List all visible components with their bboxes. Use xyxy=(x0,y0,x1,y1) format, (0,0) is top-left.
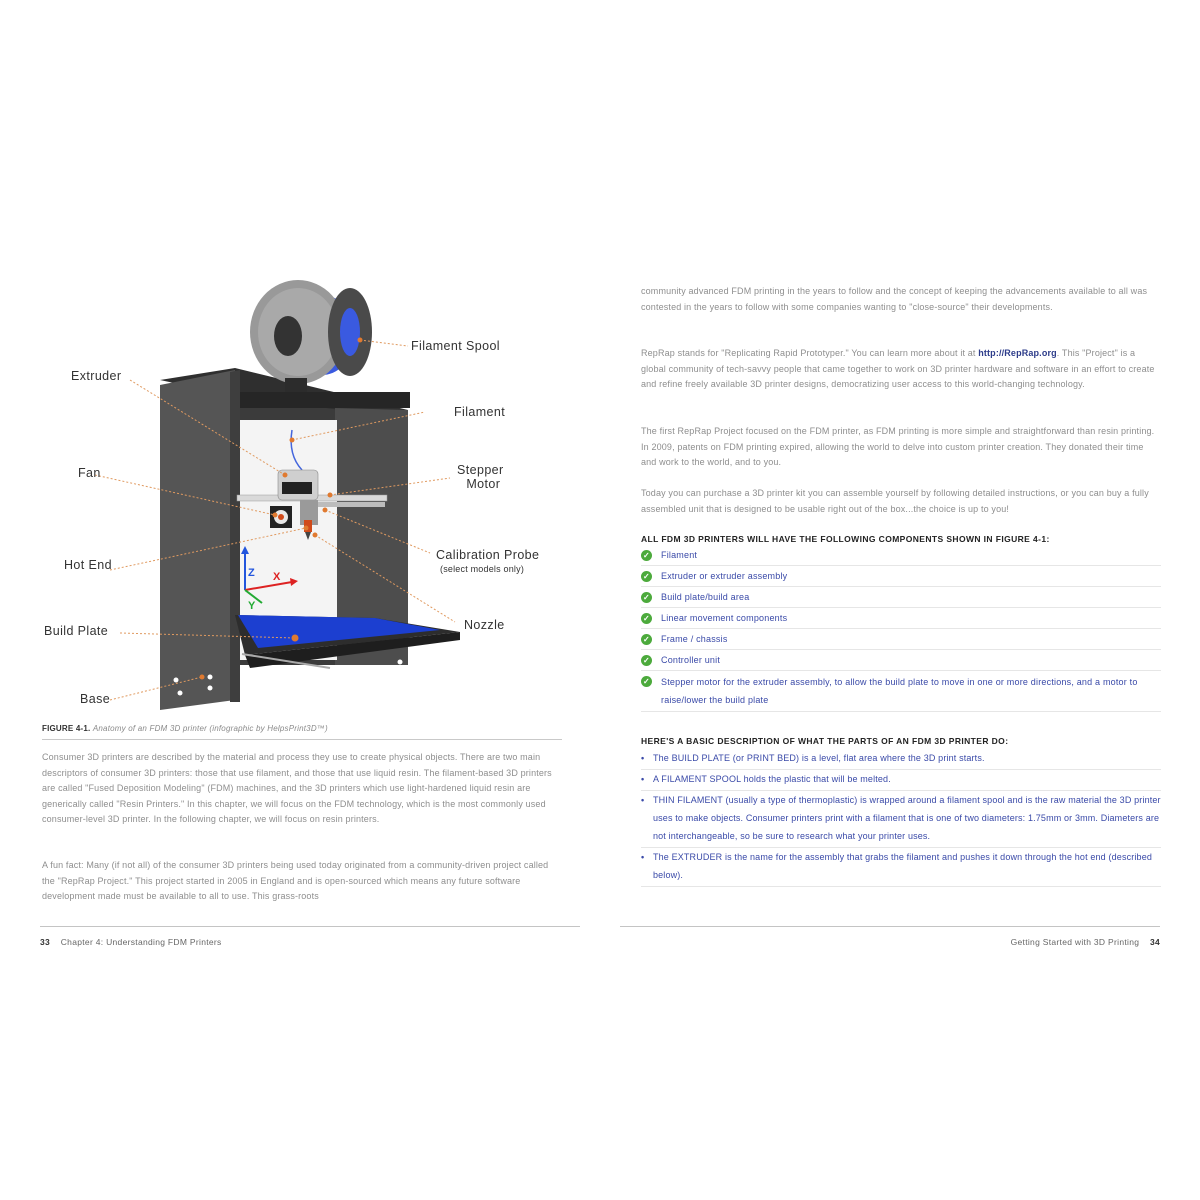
left-paragraph-1: Consumer 3D printers are described by the material and process they use to create physical objects. There are two main descriptors of consumer 3D printers: those that use filament, and those that use liquid resin. The filament-based 3D printers are called "Fused Deposition Modeling" (FDM) machines, and the 3D printers which use light-hardened liquid resin are generically called "Resin Printers." In this chapter, we will focus on the FDM technology, which is the most commonly used consumer-level 3D printer. In the following chapter, we will focus on resin printers. xyxy=(42,752,552,825)
description-item xyxy=(641,848,1161,887)
right-paragraph-3: The first RepRap Project focused on the FDM printer, as FDM printing is more simple and straightforward than resin printing. In 2009, patents on FDM printing expired, allowing the world to delve into custom printer creation. They donated their time and work to the world, and to you. xyxy=(641,426,1155,468)
description-item-text: THIN FILAMENT (usually a type of thermoplastic) is wrapped around a filament spool and is the raw material the 3D printer uses to make objects. Consumer printers print with a filament that is one of two diameters: 1.75mm or 3mm. Diameters are not interchangeable, so be sure to research what your printer uses. xyxy=(653,795,1161,841)
component-item-label: Stepper motor for the extruder assembly, to allow the build plate to move in one or more directions, and a motor to raise/lower the build plate xyxy=(661,677,1138,705)
component-item-label: Extruder or extruder assembly xyxy=(661,571,788,581)
description-item xyxy=(641,749,1161,770)
check-icon: ✓ xyxy=(641,655,652,666)
description-item xyxy=(641,791,1161,848)
description-item xyxy=(641,770,1161,791)
component-item-label: Controller unit xyxy=(661,655,721,665)
label-stepper-motor-line1: Stepper xyxy=(457,463,504,477)
label-nozzle: Nozzle xyxy=(464,618,505,632)
left-footer xyxy=(40,926,580,947)
component-item xyxy=(641,545,1161,566)
label-fan: Fan xyxy=(78,466,101,480)
component-item xyxy=(641,671,1161,712)
axis-x-label: X xyxy=(273,571,281,583)
figure-caption xyxy=(42,724,562,740)
left-page-number: 33 xyxy=(40,937,51,947)
right-paragraph-2 xyxy=(641,346,1161,393)
component-item-label: Filament xyxy=(661,550,698,560)
component-item xyxy=(641,566,1161,587)
description-item-text: The EXTRUDER is the name for the assembly that grabs the filament and pushes it down through the hot end (described below). xyxy=(653,852,1153,880)
right-paragraph-2-start: RepRap stands for "Replicating Rapid Prototyper." You can learn more about it at xyxy=(641,348,979,358)
axis-z-label: Z xyxy=(248,567,255,579)
label-stepper-motor-line2: Motor xyxy=(466,477,501,491)
component-item xyxy=(641,608,1161,629)
reprap-link[interactable]: http://RepRap.org xyxy=(978,348,1057,358)
axis-y-label: Y xyxy=(248,600,256,612)
label-base: Base xyxy=(80,692,111,706)
printer-left-column xyxy=(160,370,235,710)
components-heading: ALL FDM 3D PRINTERS WILL HAVE THE FOLLOWING COMPONENTS SHOWN IN FIGURE 4-1: xyxy=(641,534,1050,544)
description-item-text: A FILAMENT SPOOL holds the plastic that will be melted. xyxy=(653,774,891,784)
right-footer xyxy=(620,926,1160,947)
check-icon: ✓ xyxy=(641,676,652,687)
printer-illustration xyxy=(30,270,580,720)
printer-anatomy-figure xyxy=(30,270,580,720)
label-calibration-probe: Calibration Probe xyxy=(436,548,540,562)
check-icon: ✓ xyxy=(641,592,652,603)
check-icon: ✓ xyxy=(641,571,652,582)
check-icon: ✓ xyxy=(641,613,652,624)
label-build-plate: Build Plate xyxy=(44,624,109,638)
component-item xyxy=(641,629,1161,650)
description-heading: HERE'S A BASIC DESCRIPTION OF WHAT THE PARTS OF AN FDM 3D PRINTER DO: xyxy=(641,736,1009,746)
right-paragraph-2-end: . This "Project" is a global community of tech-savvy people that came together to work on 3D printer hardware and software in an effort to create and refine freely available 3D printer designs, democratizing user access to this world-changing technology. xyxy=(641,348,1155,390)
label-stepper-motor xyxy=(457,463,504,491)
bullet-icon: • xyxy=(641,774,645,784)
left-paragraph-2: A fun fact: Many (if not all) of the consumer 3D printers being used today originated from a community-driven project called the "RepRap Project." This project started in 2005 in England and is open-sourced which means any future software development made must be available to all to use. This grass-roots xyxy=(42,860,549,902)
component-item-label: Linear movement components xyxy=(661,613,788,623)
label-calibration-probe-note: (select models only) xyxy=(440,564,525,574)
bullet-icon: • xyxy=(641,753,645,763)
right-paragraph-4: Today you can purchase a 3D printer kit you can assemble yourself by following detailed instructions, or you can buy a fully assembled unit that is designed to be usable right out of the box...the choice is up to you! xyxy=(641,488,1149,514)
description-item-text: The BUILD PLATE (or PRINT BED) is a level, flat area where the 3D print starts. xyxy=(653,753,985,763)
label-extruder: Extruder xyxy=(71,369,122,383)
right-page-number: 34 xyxy=(1149,937,1160,947)
left-footer-chapter: Chapter 4: Understanding FDM Printers xyxy=(60,937,222,947)
components-list xyxy=(641,545,1161,712)
label-filament-spool: Filament Spool xyxy=(411,339,500,353)
component-item-label: Frame / chassis xyxy=(661,634,728,644)
component-item-label: Build plate/build area xyxy=(661,592,750,602)
label-hot-end: Hot End xyxy=(64,558,112,572)
component-item xyxy=(641,587,1161,608)
right-paragraph-1: community advanced FDM printing in the years to follow and the concept of keeping the advancements available to all was contested in the years to follow with some companies wanting to "close-source" their developments. xyxy=(641,286,1148,312)
component-item xyxy=(641,650,1161,671)
bullet-icon: • xyxy=(641,852,645,862)
check-icon: ✓ xyxy=(641,550,652,561)
filament-spool-graphic xyxy=(250,280,372,392)
check-icon: ✓ xyxy=(641,634,652,645)
description-list xyxy=(641,749,1161,887)
figure-caption-label: FIGURE 4-1. xyxy=(42,724,91,733)
right-page xyxy=(600,0,1200,1200)
figure-caption-text: Anatomy of an FDM 3D printer (infographic by HelpsPrint3D™) xyxy=(92,724,328,733)
bullet-icon: • xyxy=(641,795,645,805)
label-filament: Filament xyxy=(454,405,506,419)
right-footer-title: Getting Started with 3D Printing xyxy=(1010,937,1140,947)
